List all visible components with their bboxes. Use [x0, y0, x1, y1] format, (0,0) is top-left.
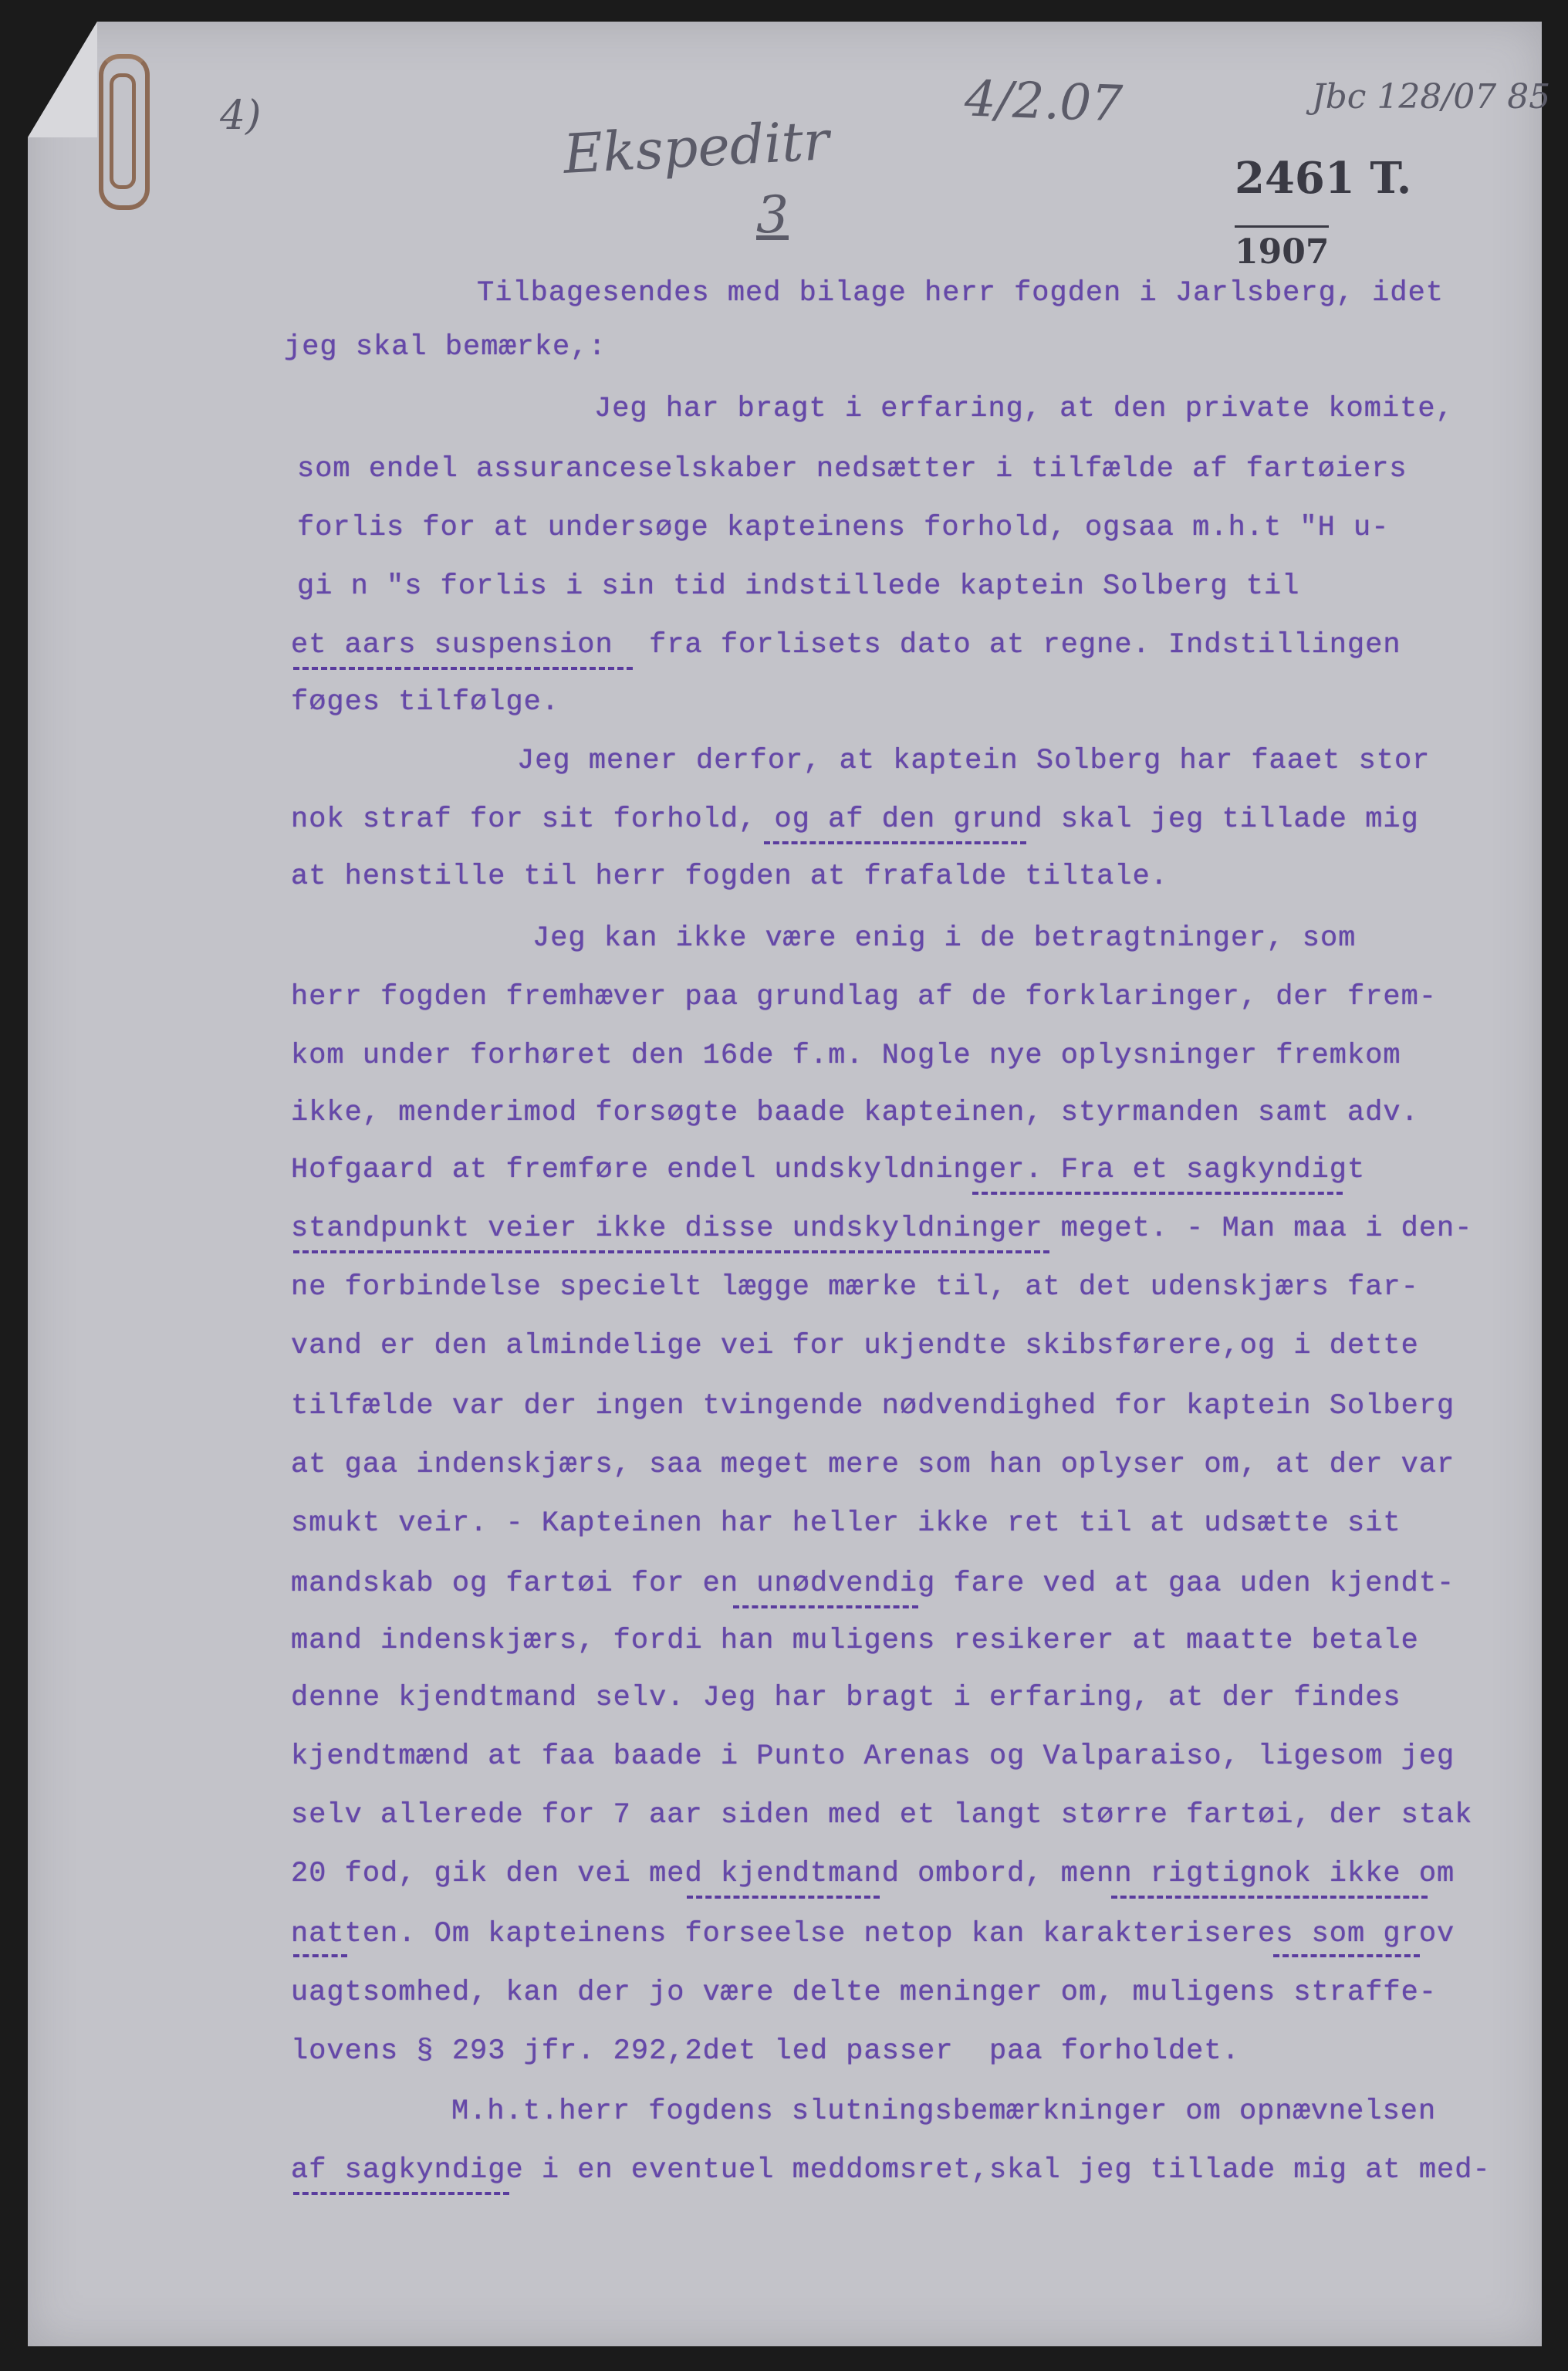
stamp-year: 1907	[1235, 225, 1329, 272]
underline-mark	[972, 1192, 1343, 1195]
body-line: standpunkt veier ikke disse undskyldninger meget. - Man maa i den-	[291, 1213, 1473, 1245]
body-line: Jeg mener derfor, at kaptein Solberg har faaet stor	[517, 745, 1431, 777]
body-line: herr fogden fremhæver paa grundlag af de forklaringer, der frem-	[291, 981, 1438, 1013]
heading-number: 3	[756, 185, 789, 245]
body-line: at henstille til herr fogden at frafalde tiltale.	[291, 861, 1168, 893]
body-line: mandskab og fartøi for en unødvendig fare ved at gaa uden kjendt-	[291, 1568, 1455, 1600]
underline-mark	[293, 1954, 347, 1957]
paper-clip-inner-loop	[110, 73, 136, 189]
body-line: tilfælde var der ingen tvingende nødvendighed for kaptein Solberg	[291, 1390, 1455, 1422]
body-line: gi n "s forlis i sin tid indstillede kaptein Solberg til	[297, 570, 1300, 603]
body-line: Hofgaard at fremføre endel undskyldninger. Fra et sagkyndigt	[291, 1154, 1366, 1186]
body-line: Jeg kan ikke være enig i de betragtninger, som	[532, 922, 1357, 955]
body-line: vand er den almindelige vei for ukjendte skibsførere,og i dette	[291, 1330, 1419, 1362]
body-line: et aars suspension fra forlisets dato at regne. Indstillingen	[291, 629, 1401, 661]
body-line: lovens § 293 jfr. 292,2det led passer paa forholdet.	[291, 2035, 1240, 2068]
body-line: kjendtmænd at faa baade i Punto Arenas og Valparaiso, ligesom jeg	[291, 1740, 1455, 1773]
underline-mark	[687, 1896, 880, 1899]
underline-mark	[293, 2192, 509, 2195]
folded-corner-flap	[28, 22, 97, 137]
body-line: selv allerede for 7 aar siden med et langt større fartøi, der stak	[291, 1799, 1473, 1832]
underline-mark	[293, 667, 633, 670]
body-line: at gaa indenskjærs, saa meget mere som han oplyser om, at der var	[291, 1449, 1455, 1481]
body-line: uagtsomhed, kan der jo være delte meninger om, muligens straffe-	[291, 1977, 1438, 2009]
corner-number: 4)	[220, 93, 262, 139]
underline-mark	[733, 1605, 918, 1608]
body-line: føges tilfølge.	[291, 686, 560, 719]
heading-word: Ekspeditr	[562, 109, 831, 186]
date-annotation: 4/2.07	[963, 70, 1124, 134]
body-line: af sagkyndige i en eventuel meddomsret,skal jeg tillade mig at med-	[291, 2154, 1491, 2187]
stamp-number: 2461 T.	[1235, 153, 1412, 204]
body-line: Tilbagesendes med bilage herr fogden i Jarlsberg, idet	[477, 277, 1444, 309]
body-line: Jeg har bragt i erfaring, at den private komite,	[594, 393, 1454, 425]
body-line: natten. Om kapteinens forseelse netop kan karakteriseres som grov	[291, 1918, 1455, 1950]
body-line: kom under forhøret den 16de f.m. Nogle nye oplysninger fremkom	[291, 1040, 1401, 1072]
body-line: forlis for at undersøge kapteinens forhold, ogsaa m.h.t "H u-	[297, 512, 1390, 544]
body-line: nok straf for sit forhold, og af den grund skal jeg tillade mig	[291, 803, 1419, 836]
journal-reference: Jbc 128/07 85	[1312, 77, 1551, 117]
body-line: jeg skal bemærke,:	[284, 331, 607, 364]
body-line: ikke, menderimod forsøgte baade kapteinen, styrmanden samt adv.	[291, 1097, 1419, 1129]
underline-mark	[293, 1250, 1049, 1253]
underline-mark	[1111, 1896, 1428, 1899]
body-line: som endel assuranceselskaber nedsætter i tilfælde af fartøiers	[297, 453, 1407, 485]
body-line: 20 fod, gik den vei med kjendtmand ombord, menn rigtignok ikke om	[291, 1858, 1455, 1890]
body-line: mand indenskjærs, fordi han muligens resikerer at maatte betale	[291, 1625, 1419, 1657]
body-line: denne kjendtmand selv. Jeg har bragt i erfaring, at der findes	[291, 1682, 1401, 1714]
underline-mark	[1273, 1954, 1420, 1957]
body-line: M.h.t.herr fogdens slutningsbemærkninger om opnævnelsen	[451, 2095, 1437, 2128]
body-line: ne forbindelse specielt lægge mærke til, at det udenskjærs far-	[291, 1271, 1419, 1304]
underline-mark	[764, 841, 1026, 844]
body-line: smukt veir. - Kapteinen har heller ikke ret til at udsætte sit	[291, 1507, 1401, 1540]
